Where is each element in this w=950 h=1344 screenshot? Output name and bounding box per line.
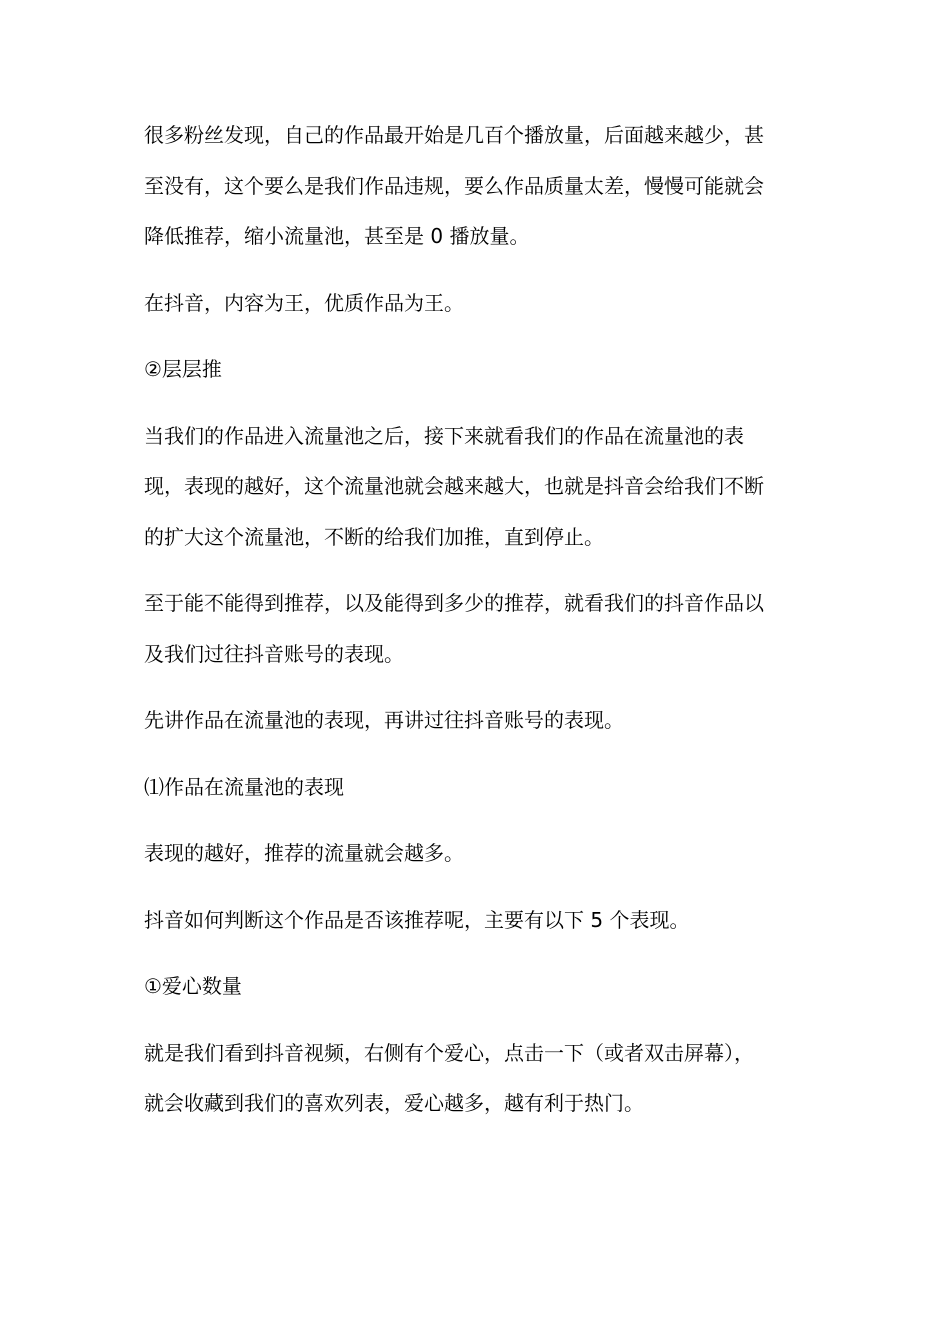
paragraph-likes-explanation xyxy=(144,1028,812,1129)
text-line: 在抖音，内容为王，优质作品为王。 xyxy=(144,290,464,315)
paragraph-fan-discovery xyxy=(144,110,812,262)
paragraph-better-performance xyxy=(144,828,812,879)
paragraph-five-factors xyxy=(144,895,812,946)
paragraph-outline xyxy=(144,695,812,746)
text-line: 现，表现的越好，这个流量池就会越来越大，也就是抖音会给我们不断 xyxy=(144,474,764,498)
text-line: 当我们的作品进入流量池之后，接下来就看我们的作品在流量池的表 xyxy=(144,423,744,448)
text-line: 表现的越好，推荐的流量就会越多。 xyxy=(144,841,464,865)
text-line: 抖音如何判断这个作品是否该推荐呢，主要有以下 5 个表现。 xyxy=(144,907,690,932)
paragraph-traffic-pool xyxy=(144,411,812,563)
text-line: 就会收藏到我们的喜欢列表，爱心越多，越有利于热门。 xyxy=(144,1091,644,1115)
text-line: 降低推荐，缩小流量池，甚至是 0 播放量。 xyxy=(144,224,530,248)
text-line: 至于能不能得到推荐，以及能得到多少的推荐，就看我们的抖音作品以 xyxy=(144,591,764,615)
text-line: 及我们过往抖音账号的表现。 xyxy=(144,641,404,666)
heading-text: ⑴作品在流量池的表现 xyxy=(144,774,344,799)
text-line: 至没有，这个要么是我们作品违规，要么作品质量太差，慢慢可能就会 xyxy=(144,173,764,198)
document-page xyxy=(144,110,812,1145)
paragraph-content-is-king xyxy=(144,278,812,329)
heading-text: ①爱心数量 xyxy=(144,974,242,998)
text-line: 就是我们看到抖音视频，右侧有个爱心，点击一下（或者双击屏幕）， xyxy=(144,1040,754,1065)
text-line: 先讲作品在流量池的表现，再讲过往抖音账号的表现。 xyxy=(144,708,624,732)
text-line: 的扩大这个流量池，不断的给我们加推，直到停止。 xyxy=(144,524,604,549)
section-heading-likes xyxy=(144,961,812,1012)
section-heading-performance xyxy=(144,762,812,813)
section-heading-layered-push xyxy=(144,344,812,395)
heading-text: ②层层推 xyxy=(144,357,222,381)
paragraph-recommendation xyxy=(144,578,812,679)
text-line: 很多粉丝发现，自己的作品最开始是几百个播放量，后面越来越少，甚 xyxy=(144,123,764,147)
